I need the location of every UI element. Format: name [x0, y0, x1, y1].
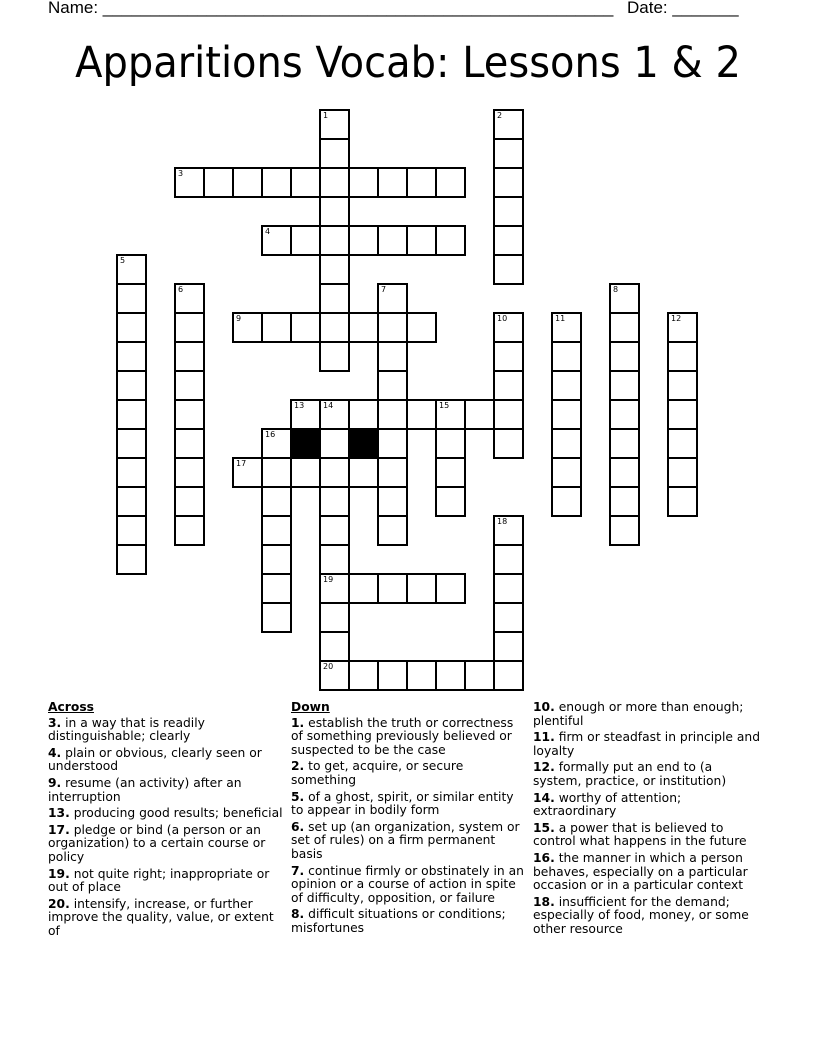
- grid-cell[interactable]: [174, 283, 205, 314]
- clue-number-label: 11.: [533, 730, 555, 745]
- grid-cell[interactable]: [319, 254, 350, 285]
- clue-item: [291, 717, 527, 758]
- clue-item: [48, 898, 284, 939]
- clue-number: 15: [439, 401, 450, 410]
- grid-cell[interactable]: [609, 341, 640, 372]
- grid-cell[interactable]: [319, 515, 350, 546]
- grid-cell[interactable]: [319, 544, 350, 575]
- grid-cell[interactable]: [493, 109, 524, 140]
- grid-cell[interactable]: [551, 428, 582, 459]
- grid-cell[interactable]: [261, 544, 292, 575]
- grid-cell[interactable]: [174, 399, 205, 430]
- clue-number-label: 1.: [291, 715, 305, 730]
- clue-number-label: 3.: [48, 715, 62, 730]
- grid-cell[interactable]: [261, 573, 292, 604]
- clue-number-label: 9.: [48, 775, 62, 790]
- grid-cell[interactable]: [493, 341, 524, 372]
- grid-cell[interactable]: [493, 138, 524, 169]
- grid-cell[interactable]: [174, 167, 205, 198]
- grid-cell[interactable]: [232, 167, 263, 198]
- grid-cell[interactable]: [377, 312, 408, 343]
- clue-text: intensify, increase, or further improve the quality, value, or extent of: [48, 896, 274, 938]
- clue-text: producing good results; beneficial: [69, 806, 283, 821]
- clue-item: [533, 701, 763, 728]
- grid-cell[interactable]: [319, 109, 350, 140]
- clue-item: [533, 822, 763, 849]
- grid-cell[interactable]: [493, 254, 524, 285]
- grid-cell[interactable]: [261, 167, 292, 198]
- clue-number: 17: [236, 459, 247, 468]
- grid-cell[interactable]: [232, 312, 263, 343]
- grid-cell[interactable]: [609, 428, 640, 459]
- grid-cell[interactable]: [174, 457, 205, 488]
- clue-text: formally put an end to (a system, practice, or institution): [533, 760, 727, 788]
- grid-cell[interactable]: [667, 428, 698, 459]
- grid-cell[interactable]: [290, 225, 321, 256]
- clue-number-label: 13.: [48, 806, 70, 821]
- grid-cell[interactable]: [290, 457, 321, 488]
- grid-cell[interactable]: [348, 312, 379, 343]
- clue-item: [533, 896, 763, 937]
- grid-cell[interactable]: [290, 167, 321, 198]
- grid-cell[interactable]: [435, 573, 466, 604]
- clue-item: [533, 731, 763, 758]
- grid-cell[interactable]: [609, 312, 640, 343]
- clue-text: a power that is believed to control what happens in the future: [533, 820, 747, 849]
- clue-text: the manner in which a person behaves, especially on a particular occasion or in a particular context: [533, 850, 748, 893]
- clue-number-label: 10.: [533, 700, 555, 714]
- grid-cell[interactable]: [609, 457, 640, 488]
- clue-item: [291, 908, 527, 935]
- clue-text: of a ghost, spirit, or similar entity to appear in bodily form: [291, 789, 514, 818]
- grid-cell[interactable]: [174, 428, 205, 459]
- grid-cell[interactable]: [609, 515, 640, 546]
- grid-cell[interactable]: [203, 167, 234, 198]
- grid-cell[interactable]: [493, 370, 524, 401]
- grid-cell[interactable]: [319, 602, 350, 633]
- grid-cell[interactable]: [319, 167, 350, 198]
- black-square: [348, 428, 379, 459]
- clues-down-continued-column: [533, 701, 763, 940]
- grid-cell[interactable]: [377, 660, 408, 691]
- grid-cell[interactable]: [290, 399, 321, 430]
- name-field-label: Name: ______________________________________________________: [48, 0, 614, 17]
- grid-cell[interactable]: [493, 660, 524, 691]
- grid-cell[interactable]: [493, 631, 524, 662]
- grid-cell[interactable]: [319, 399, 350, 430]
- grid-cell[interactable]: [464, 399, 495, 430]
- grid-cell[interactable]: [493, 573, 524, 604]
- grid-cell[interactable]: [116, 399, 147, 430]
- grid-cell[interactable]: [319, 631, 350, 662]
- clue-text: establish the truth or correctness of something previously believed or suspected to be the case: [291, 715, 514, 757]
- clue-item: [291, 791, 527, 818]
- grid-cell[interactable]: [174, 341, 205, 372]
- clue-item: [48, 747, 284, 774]
- clue-number: 20: [323, 662, 334, 671]
- grid-cell[interactable]: [377, 225, 408, 256]
- clue-number-label: 19.: [48, 866, 70, 881]
- grid-cell[interactable]: [435, 457, 466, 488]
- grid-cell[interactable]: [116, 283, 147, 314]
- grid-cell[interactable]: [348, 167, 379, 198]
- clue-item: [291, 865, 527, 906]
- down-heading: Down: [291, 700, 330, 714]
- grid-cell[interactable]: [493, 544, 524, 575]
- across-clue-list: [48, 717, 284, 939]
- clue-number-label: 5.: [291, 789, 305, 804]
- grid-cell[interactable]: [377, 573, 408, 604]
- clue-number: 9: [236, 314, 242, 323]
- grid-cell[interactable]: [116, 312, 147, 343]
- grid-cell[interactable]: [609, 399, 640, 430]
- down-clue-list-continued: [533, 701, 763, 937]
- grid-cell[interactable]: [116, 341, 147, 372]
- grid-cell[interactable]: [377, 341, 408, 372]
- grid-cell[interactable]: [551, 486, 582, 517]
- grid-cell[interactable]: [348, 573, 379, 604]
- clue-number: 13: [294, 401, 305, 410]
- clue-number: 7: [381, 285, 387, 294]
- grid-cell[interactable]: [435, 428, 466, 459]
- grid-cell[interactable]: [319, 312, 350, 343]
- grid-cell[interactable]: [435, 660, 466, 691]
- clue-item: [48, 777, 284, 804]
- grid-cell[interactable]: [174, 312, 205, 343]
- grid-cell[interactable]: [319, 660, 350, 691]
- grid-cell[interactable]: [174, 486, 205, 517]
- grid-cell[interactable]: [116, 486, 147, 517]
- grid-cell[interactable]: [435, 399, 466, 430]
- clue-number: 2: [497, 111, 503, 120]
- clue-number-label: 12.: [533, 760, 555, 775]
- across-heading: Across: [48, 700, 94, 714]
- grid-cell[interactable]: [319, 283, 350, 314]
- grid-cell[interactable]: [261, 312, 292, 343]
- clue-number: 19: [323, 575, 334, 584]
- grid-cell[interactable]: [667, 312, 698, 343]
- grid-cell[interactable]: [232, 457, 263, 488]
- clue-text: pledge or bind (a person or an organization) to a certain course or policy: [48, 822, 266, 864]
- grid-cell[interactable]: [464, 660, 495, 691]
- grid-cell[interactable]: [551, 457, 582, 488]
- grid-cell[interactable]: [319, 486, 350, 517]
- grid-cell[interactable]: [493, 196, 524, 227]
- grid-cell[interactable]: [261, 602, 292, 633]
- grid-cell[interactable]: [667, 370, 698, 401]
- grid-cell[interactable]: [493, 399, 524, 430]
- clue-number-label: 17.: [48, 822, 70, 837]
- grid-cell[interactable]: [261, 486, 292, 517]
- grid-cell[interactable]: [406, 167, 437, 198]
- clue-text: not quite right; inappropriate or out of place: [48, 866, 270, 895]
- clue-item: [291, 821, 527, 862]
- clue-number-label: 15.: [533, 820, 555, 835]
- down-clue-list: [291, 717, 527, 936]
- clue-number-label: 7.: [291, 863, 305, 878]
- grid-cell[interactable]: [377, 486, 408, 517]
- grid-cell[interactable]: [377, 399, 408, 430]
- grid-cell[interactable]: [406, 312, 437, 343]
- clue-text: resume (an activity) after an interruption: [48, 775, 242, 804]
- clue-item: [48, 717, 284, 744]
- grid-cell[interactable]: [348, 399, 379, 430]
- grid-cell[interactable]: [377, 428, 408, 459]
- clues-down-column: [291, 701, 527, 939]
- grid-cell[interactable]: [667, 486, 698, 517]
- clue-text: set up (an organization, system or set of rules) on a firm permanent basis: [291, 819, 520, 861]
- grid-cell[interactable]: [493, 428, 524, 459]
- grid-cell[interactable]: [174, 515, 205, 546]
- clue-number-label: 16.: [533, 850, 555, 865]
- grid-cell[interactable]: [116, 428, 147, 459]
- grid-cell[interactable]: [319, 573, 350, 604]
- date-field-label: Date: _______: [627, 0, 739, 17]
- grid-cell[interactable]: [667, 457, 698, 488]
- grid-cell[interactable]: [435, 486, 466, 517]
- grid-cell[interactable]: [348, 225, 379, 256]
- grid-cell[interactable]: [319, 341, 350, 372]
- grid-cell[interactable]: [377, 167, 408, 198]
- clue-number: 3: [178, 169, 184, 178]
- clue-number: 14: [323, 401, 334, 410]
- clue-number-label: 4.: [48, 745, 62, 760]
- grid-cell[interactable]: [319, 225, 350, 256]
- grid-cell[interactable]: [609, 283, 640, 314]
- clue-number-label: 6.: [291, 819, 305, 834]
- clue-number-label: 8.: [291, 907, 305, 922]
- clue-number-label: 18.: [533, 894, 555, 909]
- grid-cell[interactable]: [609, 370, 640, 401]
- clue-text: worthy of attention; extraordinary: [533, 790, 682, 819]
- grid-cell[interactable]: [435, 167, 466, 198]
- grid-cell[interactable]: [406, 225, 437, 256]
- grid-cell[interactable]: [319, 457, 350, 488]
- grid-cell[interactable]: [116, 544, 147, 575]
- grid-cell[interactable]: [406, 573, 437, 604]
- grid-cell[interactable]: [406, 660, 437, 691]
- clue-number-label: 14.: [533, 790, 555, 805]
- clue-text: in a way that is readily distinguishable; clearly: [48, 715, 205, 744]
- clue-number: 1: [323, 111, 329, 120]
- clue-item: [291, 760, 527, 787]
- clue-number: 8: [613, 285, 619, 294]
- grid-cell[interactable]: [377, 515, 408, 546]
- grid-cell[interactable]: [348, 660, 379, 691]
- clue-item: [533, 792, 763, 819]
- clue-item: [48, 824, 284, 865]
- grid-cell[interactable]: [261, 515, 292, 546]
- grid-cell[interactable]: [493, 225, 524, 256]
- grid-cell[interactable]: [609, 486, 640, 517]
- grid-cell[interactable]: [435, 225, 466, 256]
- grid-cell[interactable]: [406, 399, 437, 430]
- grid-cell[interactable]: [493, 312, 524, 343]
- clue-number: 5: [120, 256, 126, 265]
- grid-cell[interactable]: [116, 457, 147, 488]
- grid-cell[interactable]: [377, 283, 408, 314]
- grid-cell[interactable]: [116, 370, 147, 401]
- grid-cell[interactable]: [319, 196, 350, 227]
- clue-item: [48, 868, 284, 895]
- grid-cell[interactable]: [174, 370, 205, 401]
- clue-text: insufficient for the demand; especially of food, money, or some other resource: [533, 894, 749, 936]
- clue-number: 10: [497, 314, 508, 323]
- clue-number: 11: [555, 314, 566, 323]
- grid-cell[interactable]: [493, 602, 524, 633]
- clue-number-label: 20.: [48, 896, 70, 911]
- grid-cell[interactable]: [261, 457, 292, 488]
- clue-text: enough or more than enough; plentiful: [533, 700, 744, 728]
- grid-cell[interactable]: [377, 370, 408, 401]
- clue-text: plain or obvious, clearly seen or understood: [48, 745, 262, 774]
- grid-cell[interactable]: [551, 399, 582, 430]
- page-title: Apparitions Vocab: Lessons 1 & 2: [75, 38, 741, 88]
- clue-number: 12: [671, 314, 682, 323]
- grid-cell[interactable]: [551, 341, 582, 372]
- grid-cell[interactable]: [116, 254, 147, 285]
- clue-number: 18: [497, 517, 508, 526]
- clue-number: 4: [265, 227, 271, 236]
- clues-across-column: [48, 701, 284, 942]
- black-square: [290, 428, 321, 459]
- grid-cell[interactable]: [116, 515, 147, 546]
- clue-text: to get, acquire, or secure something: [291, 759, 464, 787]
- clue-text: difficult situations or conditions; misfortunes: [291, 907, 506, 935]
- grid-cell[interactable]: [319, 138, 350, 169]
- clue-item: [533, 852, 763, 893]
- grid-cell[interactable]: [551, 312, 582, 343]
- grid-cell[interactable]: [319, 428, 350, 459]
- grid-cell[interactable]: [667, 341, 698, 372]
- grid-cell[interactable]: [290, 312, 321, 343]
- grid-cell[interactable]: [493, 515, 524, 546]
- clue-item: [533, 761, 763, 788]
- grid-cell[interactable]: [667, 399, 698, 430]
- clue-text: firm or steadfast in principle and loyalty: [533, 730, 761, 758]
- clue-number: 6: [178, 285, 184, 294]
- clue-number: 16: [265, 430, 276, 439]
- grid-cell[interactable]: [348, 457, 379, 488]
- grid-cell[interactable]: [551, 370, 582, 401]
- grid-cell[interactable]: [377, 457, 408, 488]
- grid-cell[interactable]: [261, 428, 292, 459]
- clue-item: [48, 807, 284, 821]
- clue-text: continue firmly or obstinately in an opinion or a course of action in spite of difficulty, opposition, or failure: [291, 863, 524, 905]
- clue-number-label: 2.: [291, 759, 305, 774]
- grid-cell[interactable]: [493, 167, 524, 198]
- grid-cell[interactable]: [261, 225, 292, 256]
